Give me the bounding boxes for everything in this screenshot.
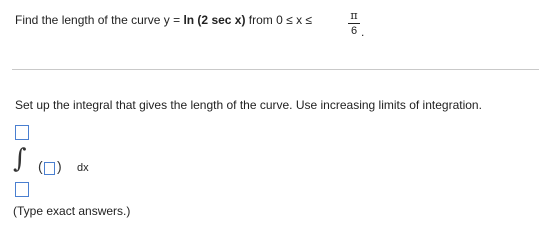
question-text [15,13,312,27]
instruction-text: Set up the integral that gives the length of the curve. Use increasing limits of integration. [15,98,482,112]
upper-bound-fraction [348,10,360,37]
hint-text: (Type exact answers.) [13,204,131,218]
divider [12,69,539,70]
differential-label: dx [77,162,89,174]
question [15,10,545,40]
integrand-input[interactable] [44,162,55,175]
question-end-punctuation: . [361,25,365,39]
fraction-bar [348,23,360,24]
lower-limit-input[interactable] [15,182,29,197]
integral-sign: ∫ [13,144,27,174]
upper-limit-input[interactable] [15,125,29,140]
close-paren: ) [57,158,62,174]
fraction-denominator: 6 [350,25,358,37]
question-range: from 0 ≤ x ≤ [245,13,312,27]
fraction-numerator: π [350,9,358,22]
question-prefix: Find the length of the curve y = [15,13,184,27]
open-paren: ( [38,158,43,174]
question-function: ln (2 sec x) [183,13,246,27]
